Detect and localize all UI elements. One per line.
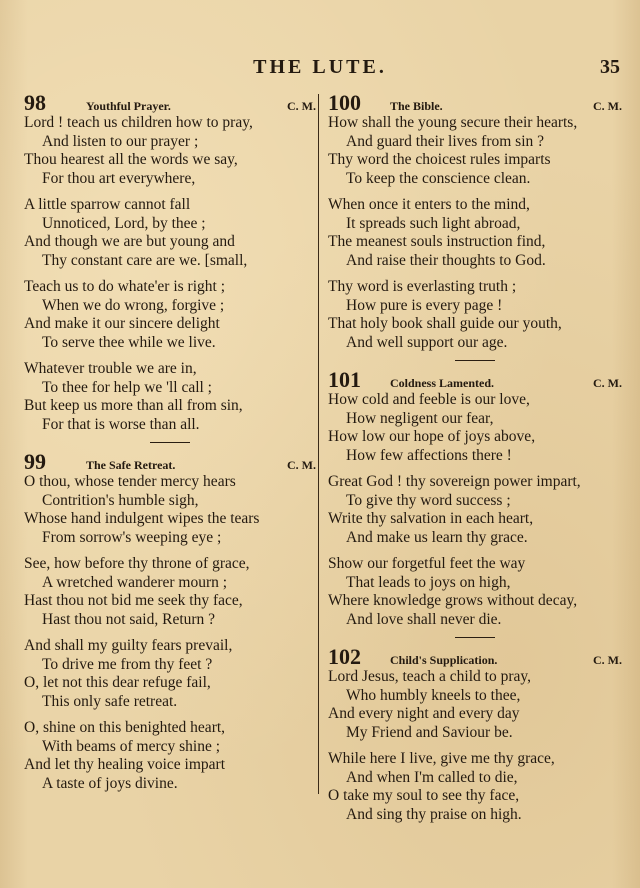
hymn-title: Coldness Lamented. [390, 376, 495, 390]
verse-line: And when I'm called to die, [346, 768, 518, 786]
verse-line: A wretched wanderer mourn ; [42, 573, 228, 591]
verse-line: O, let not this dear refuge fail, [24, 674, 211, 691]
hymn-header [328, 92, 622, 114]
verse-line: And shall my guilty fears prevail, [24, 637, 233, 654]
stanza [328, 114, 622, 188]
hymn-separator [455, 360, 495, 361]
hymn-header [24, 451, 316, 473]
hymn-number: 98 [24, 90, 46, 115]
hymn-title: The Safe Retreat. [86, 458, 176, 472]
verse-line: And listen to our prayer ; [42, 132, 199, 150]
hymn-99 [24, 451, 316, 793]
hymn-meter: C. M. [287, 99, 316, 113]
hymn-header [328, 369, 622, 391]
verse-line: Hast thou not said, Return ? [42, 610, 216, 628]
verse-line: How few affections there ! [346, 446, 512, 464]
hymn-header [328, 646, 622, 668]
verse-line: O, shine on this benighted heart, [24, 719, 226, 736]
verse-line: To drive me from thy feet ? [42, 655, 213, 673]
stanza [24, 114, 316, 188]
verse-line: When once it enters to the mind, [328, 196, 530, 213]
verse-line: How pure is every page ! [346, 296, 503, 314]
hymn-separator [455, 637, 495, 638]
verse-line: To keep the conscience clean. [346, 169, 531, 187]
verse-line: Write thy salvation in each heart, [328, 510, 534, 527]
verse-line: O thou, whose tender mercy hears [24, 473, 236, 490]
verse-line: O take my soul to see thy face, [328, 787, 520, 804]
verse-line: Whose hand indulgent wipes the tears [24, 510, 260, 527]
verse-line: Whatever trouble we are in, [24, 360, 197, 377]
verse-line: Thy word is everlasting truth ; [328, 278, 517, 295]
hymn-meter: C. M. [593, 376, 622, 390]
verse-line: A taste of joys divine. [42, 774, 178, 792]
hymn-102 [328, 646, 622, 824]
verse-line: Thou hearest all the words we say, [24, 151, 238, 168]
stanza [24, 360, 316, 434]
verse-line: And let thy healing voice impart [24, 756, 226, 773]
page-number: 35 [600, 56, 620, 78]
verse-line: But keep us more than all from sin, [24, 397, 243, 414]
verse-line: And every night and every day [328, 705, 520, 722]
verse-line: To serve thee while we live. [42, 333, 216, 351]
verse-line: My Friend and Saviour be. [346, 723, 513, 741]
hymn-100 [328, 92, 622, 352]
verse-line: And though we are but young and [24, 233, 235, 250]
verse-line: For that is worse than all. [42, 415, 200, 433]
verse-line: And well support our age. [346, 333, 508, 351]
hymn-header [24, 92, 316, 114]
verse-line: And love shall never die. [346, 610, 502, 628]
verse-line: That leads to joys on high, [346, 573, 511, 591]
verse-line: How low our hope of joys above, [328, 428, 536, 445]
verse-line: Lord ! teach us children how to pray, [24, 114, 253, 131]
stanza [24, 278, 316, 352]
stanza [24, 719, 316, 793]
verse-line: And make it our sincere delight [24, 315, 220, 332]
hymn-meter: C. M. [593, 653, 622, 667]
verse-line: To give thy word success ; [346, 491, 511, 509]
verse-line: Thy constant care are we. [small, [42, 251, 248, 269]
hymn-separator [150, 442, 190, 443]
verse-line: Teach us to do whate'er is right ; [24, 278, 226, 295]
verse-line: Lord Jesus, teach a child to pray, [328, 668, 532, 685]
verse-line: Hast thou not bid me seek thy face, [24, 592, 243, 609]
left-column [24, 92, 316, 801]
verse-line: With beams of mercy shine ; [42, 737, 221, 755]
hymn-meter: C. M. [287, 458, 316, 472]
hymn-101 [328, 369, 622, 629]
stanza [328, 473, 622, 547]
column-divider [318, 94, 319, 794]
hymn-number: 100 [328, 90, 361, 115]
verse-line: For thou art everywhere, [42, 169, 196, 187]
verse-line: This only safe retreat. [42, 692, 178, 710]
verse-line: And make us learn thy grace. [346, 528, 528, 546]
stanza [328, 278, 622, 352]
verse-line: To thee for help we 'll call ; [42, 378, 212, 396]
hymn-title: Youthful Prayer. [86, 99, 171, 113]
verse-line: How cold and feeble is our love, [328, 391, 530, 408]
stanza [328, 555, 622, 629]
verse-line: How negligent our fear, [346, 409, 494, 427]
stanza [24, 637, 316, 711]
verse-line: Where knowledge grows without decay, [328, 592, 578, 609]
hymn-98 [24, 92, 316, 434]
verse-line: Thy word the choicest rules imparts [328, 151, 551, 168]
running-title: THE LUTE. [253, 56, 387, 78]
hymn-title: The Bible. [390, 99, 443, 113]
stanza [328, 668, 622, 742]
verse-line: Who humbly kneels to thee, [346, 686, 521, 704]
verse-line: Great God ! thy sovereign power impart, [328, 473, 581, 490]
verse-line: It spreads such light abroad, [346, 214, 521, 232]
verse-line: From sorrow's weeping eye ; [42, 528, 222, 546]
verse-line: That holy book shall guide our youth, [328, 315, 562, 332]
stanza [24, 473, 316, 547]
hymn-title: Child's Supplication. [390, 653, 498, 667]
stanza [24, 196, 316, 270]
stanza [328, 196, 622, 270]
stanza [328, 391, 622, 465]
verse-line: Show our forgetful feet the way [328, 555, 526, 572]
verse-line: A little sparrow cannot fall [24, 196, 191, 213]
verse-line: Contrition's humble sigh, [42, 491, 199, 509]
hymn-number: 102 [328, 644, 361, 669]
verse-line: How shall the young secure their hearts, [328, 114, 578, 131]
hymn-meter: C. M. [593, 99, 622, 113]
verse-line: When we do wrong, forgive ; [42, 296, 225, 314]
verse-line: See, how before thy throne of grace, [24, 555, 250, 572]
verse-line: The meanest souls instruction find, [328, 233, 546, 250]
verse-line: And guard their lives from sin ? [346, 132, 545, 150]
verse-line: And raise their thoughts to God. [346, 251, 546, 269]
verse-line: And sing thy praise on high. [346, 805, 522, 823]
hymn-number: 99 [24, 449, 46, 474]
stanza [328, 750, 622, 824]
right-column [328, 92, 622, 832]
hymn-number: 101 [328, 367, 361, 392]
verse-line: Unnoticed, Lord, by thee ; [42, 214, 206, 232]
stanza [24, 555, 316, 629]
verse-line: While here I live, give me thy grace, [328, 750, 555, 767]
